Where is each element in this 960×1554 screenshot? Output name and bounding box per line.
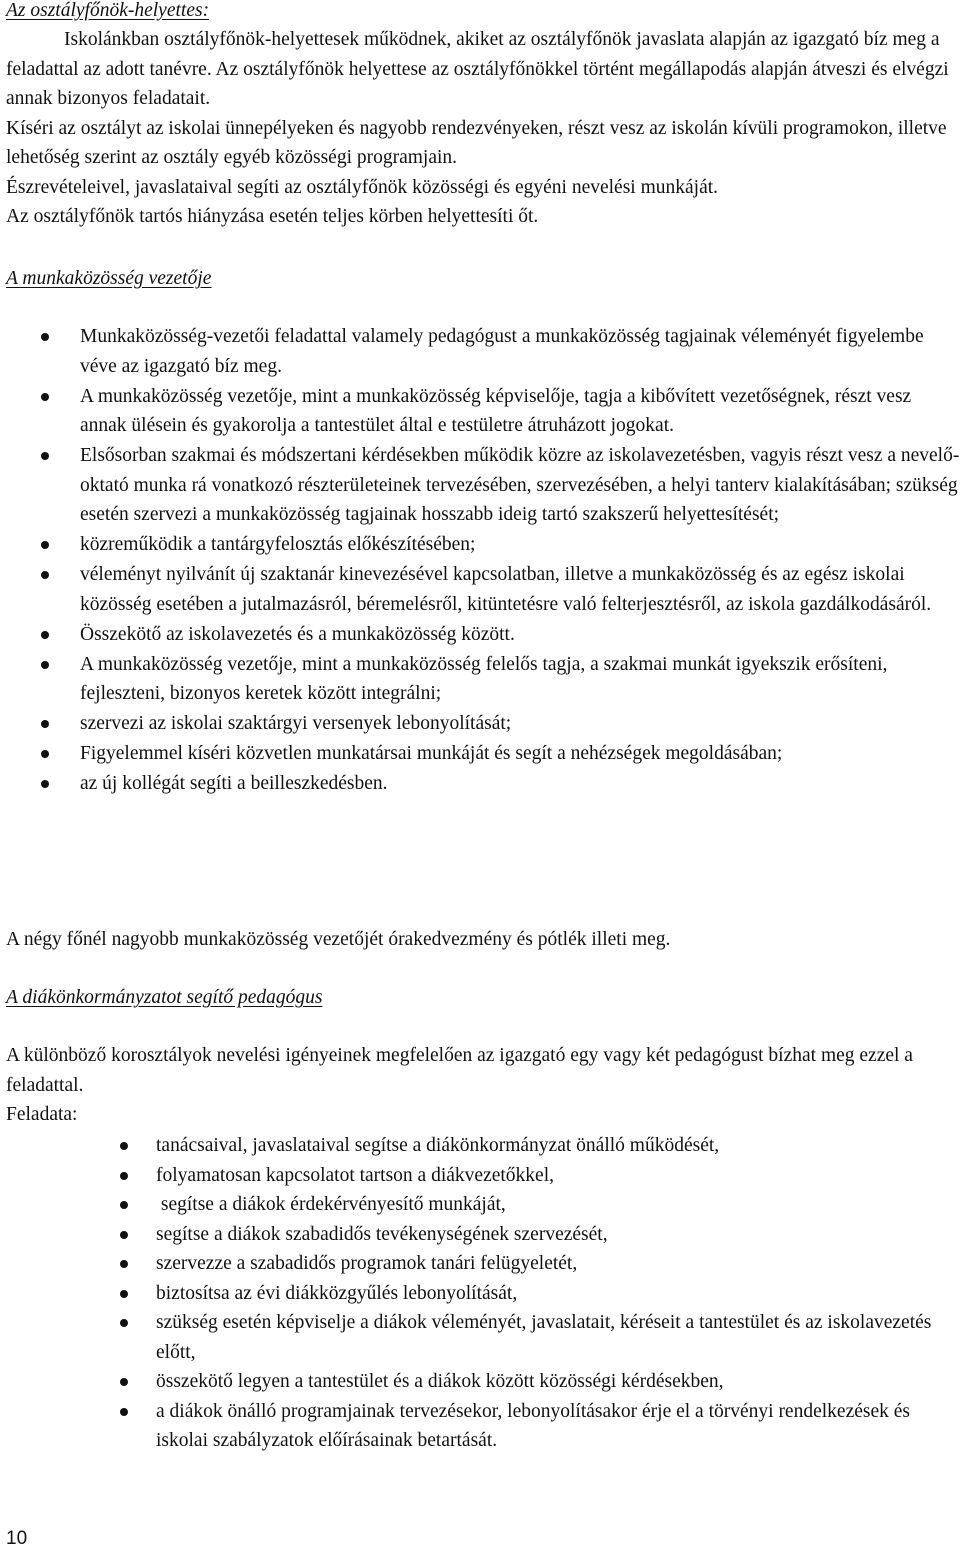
student-council-task-list xyxy=(6,1131,960,1456)
list-item: véleményt nyilvánít új szaktanár kinevezésével kapcsolatban, illetve a munkaközösség és az egész iskolai közösség esetében a jutalmazásról, béremelésről, kitüntetésre való felterjesztésről, az iskola gazdálkodásáról. xyxy=(6,560,960,619)
bullet-icon xyxy=(120,1408,128,1416)
list-item: Figyelemmel kíséri közvetlen munkatársai munkáját és segít a nehézségek megoldásában; xyxy=(6,739,960,769)
list-item: A munkaközösség vezetője, mint a munkaközösség képviselője, tagja a kibővített vezetőségnek, részt vesz annak ülésein és gyakorolja a tantestület által e testületre átruházott jogokat. xyxy=(6,382,960,441)
workgroup-leader-list xyxy=(6,322,960,799)
paragraph: Iskolánkban osztályfőnök-helyettesek működnek, akiket az osztályfőnök javaslata alapján az igazgató bíz meg a feladattal az adott tanévre. Az osztályfőnök helyettese az osztályfőnökkel történt megállapodás alapján átveszi és elvégzi annak bizonyos feladatait. xyxy=(6,29,949,109)
paragraph: A különböző korosztályok nevelési igényeinek megfelelően az igazgató egy vagy két pedagógust bízhat meg ezzel a feladattal. xyxy=(6,1045,913,1096)
list-item: Összekötő az iskolavezetés és a munkaközösség között. xyxy=(6,620,960,650)
bullet-icon xyxy=(120,1231,128,1239)
bullet-icon xyxy=(120,1290,128,1298)
bullet-icon xyxy=(41,541,49,549)
student-council-body xyxy=(6,1041,946,1130)
bullet-icon xyxy=(120,1201,128,1209)
list-item: szükség esetén képviselje a diákok véleményét, javaslatait, kéréseit a tantestület és az iskolavezetés előtt, xyxy=(6,1308,960,1367)
paragraph: Észrevételeivel, javaslataival segíti az osztályfőnök közösségi és egyéni nevelési munkáját. xyxy=(6,176,719,198)
list-item: szervezi az iskolai szaktárgyi versenyek lebonyolítását; xyxy=(6,709,960,739)
bullet-icon xyxy=(41,661,49,669)
list-item: a diákok önálló programjainak tervezésekor, lebonyolításakor érje el a törvényi rendelkezések és iskolai szabályzatok előírásainak betartását. xyxy=(6,1397,960,1456)
list-item: Elsősorban szakmai és módszertani kérdésekben működik közre az iskolavezetésben, vagyis részt vesz a nevelő-oktató munka rá vonatkozó részterületeinek tervezésében, szervezésében, a helyi tanterv kialakításában; szükség esetén szervezi a munkaközösség tagjainak hosszabb ideig tartó szakszerű helyettesítését; xyxy=(6,441,960,530)
list-item: tanácsaival, javaslataival segítse a diákönkormányzat önálló működését, xyxy=(6,1131,960,1161)
tasks-label: Feladata: xyxy=(6,1104,78,1125)
bullet-icon xyxy=(41,750,49,758)
list-item: szervezze a szabadidős programok tanári felügyeletét, xyxy=(6,1249,960,1279)
section-heading-student-council: A diákönkormányzatot segítő pedagógus xyxy=(6,987,323,1008)
list-item: segítse a diákok szabadidős tevékenységének szervezését, xyxy=(6,1220,960,1250)
paragraph: Kíséri az osztályt az iskolai ünnepélyeken és nagyobb rendezvényeken, részt vesz az iskolán kívüli programokon, illetve lehetőség szerint az osztály egyéb közösségi programjain. xyxy=(6,117,947,168)
list-item: összekötő legyen a tantestület és a diákok között közösségi kérdésekben, xyxy=(6,1367,960,1397)
page-number: 10 xyxy=(6,1528,28,1549)
bullet-icon xyxy=(120,1142,128,1150)
list-item: A munkaközösség vezetője, mint a munkaközösség felelős tagja, a szakmai munkát igyekszik erősíteni, fejleszteni, bizonyos keretek között integrálni; xyxy=(6,650,960,709)
bullet-icon xyxy=(41,333,49,341)
section-heading-class-deputy: Az osztályfőnök-helyettes: xyxy=(6,0,210,21)
bullet-icon xyxy=(120,1260,128,1268)
bullet-icon xyxy=(41,780,49,788)
bullet-icon xyxy=(120,1319,128,1327)
section-heading-workgroup-leader: A munkaközösség vezetője xyxy=(6,268,212,289)
bullet-icon xyxy=(41,393,49,401)
list-item: biztosítsa az évi diákközgyűlés lebonyolítását, xyxy=(6,1279,960,1309)
list-item: segítse a diákok érdekérvényesítő munkáját, xyxy=(6,1190,960,1220)
bullet-icon xyxy=(120,1172,128,1180)
bullet-icon xyxy=(120,1378,128,1386)
list-item: Munkaközösség-vezetői feladattal valamely pedagógust a munkaközösség tagjainak véleményét figyelembe véve az igazgató bíz meg. xyxy=(6,322,960,381)
paragraph: Az osztályfőnök tartós hiányzása esetén teljes körben helyettesíti őt. xyxy=(6,206,539,227)
bullet-icon xyxy=(41,452,49,460)
workgroup-closing-text: A négy főnél nagyobb munkaközösség vezetőjét órakedvezmény és pótlék illeti meg. xyxy=(6,929,671,950)
bullet-icon xyxy=(41,631,49,639)
bullet-icon xyxy=(41,720,49,728)
class-deputy-body xyxy=(6,25,960,232)
list-item: közreműködik a tantárgyfelosztás előkészítésében; xyxy=(6,530,960,560)
list-item: az új kollégát segíti a beilleszkedésben. xyxy=(6,769,960,799)
bullet-icon xyxy=(41,571,49,579)
list-item: folyamatosan kapcsolatot tartson a diákvezetőkkel, xyxy=(6,1161,960,1191)
